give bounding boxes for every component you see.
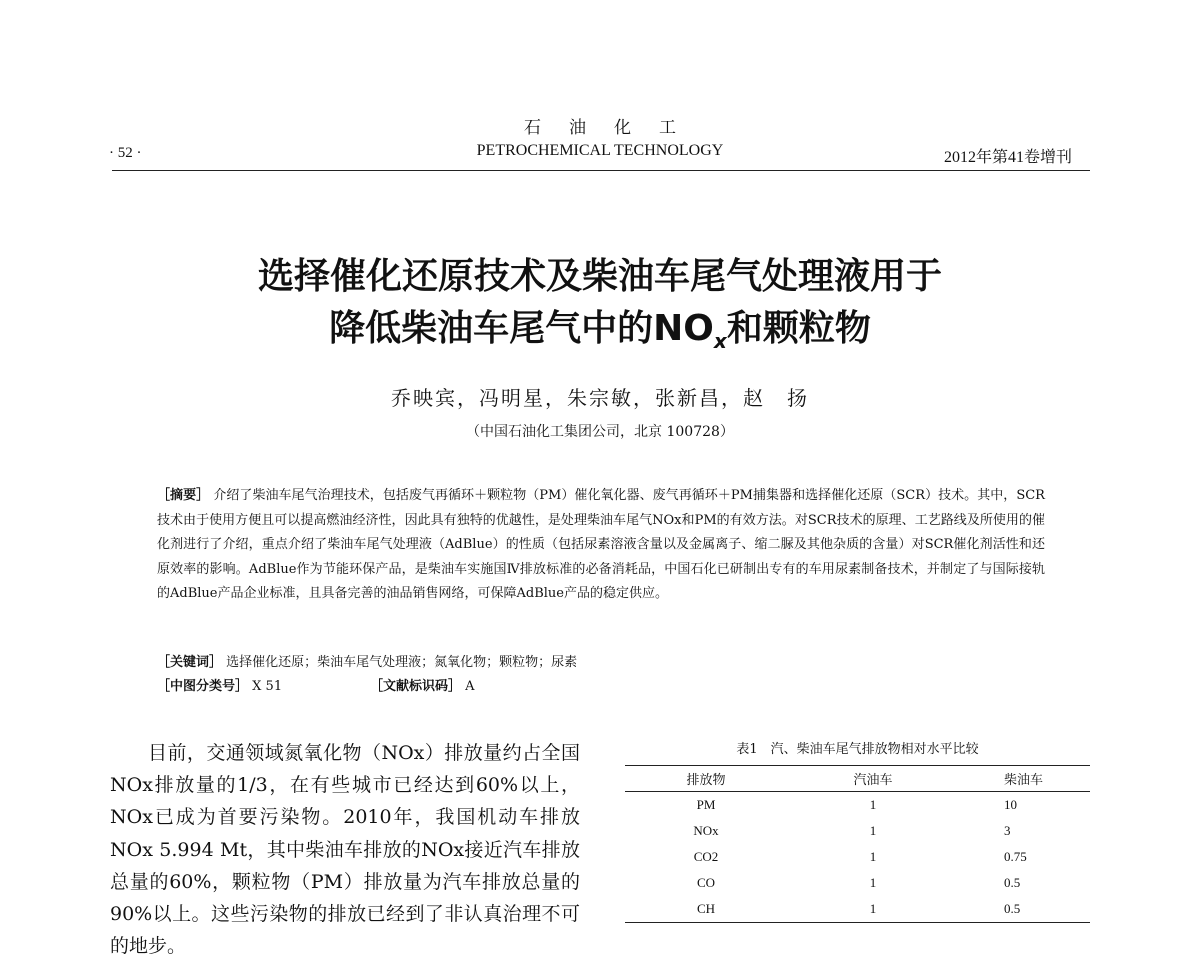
table-row	[625, 870, 1090, 896]
classification-label: ［中图分类号］	[157, 679, 249, 694]
table-header-cell: 汽油车	[787, 766, 959, 792]
title-subscript: x	[713, 329, 727, 354]
table-cell: 0.75	[1004, 849, 1027, 864]
table-cell: NOx	[693, 823, 719, 838]
doc-code-label: ［文献标识码］	[370, 679, 462, 694]
table-header-cell: 柴油车	[959, 766, 1090, 792]
keywords	[157, 651, 1045, 670]
table-cell: 10	[1004, 797, 1017, 812]
issue-info: 2012年第41卷增刊	[943, 149, 1072, 166]
table-row	[625, 818, 1090, 844]
table-cell: CO	[696, 875, 716, 890]
keywords-label: ［关键词］	[157, 655, 223, 670]
affiliation: （中国石油化工集团公司，北京 100728）	[466, 424, 734, 440]
table-cell: 0.5	[959, 896, 1090, 923]
title-line2-pre: 降低柴油车尾气中的NO	[329, 308, 714, 349]
table-row	[625, 844, 1090, 870]
table-cell: 1	[787, 896, 959, 923]
classification	[157, 675, 282, 694]
page-number: · 52 ·	[109, 145, 142, 161]
table-cell: CO2	[693, 849, 719, 864]
journal-name-en: PETROCHEMICAL TECHNOLOGY	[476, 142, 724, 159]
table-cell: 1	[869, 823, 877, 838]
table-header-row	[625, 766, 1090, 792]
table-cell: 0.5	[1004, 875, 1021, 890]
abstract	[157, 484, 1045, 607]
doc-code-value: A	[465, 679, 475, 694]
article-title-line1: 选择催化还原技术及柴油车尾气处理液用于	[257, 256, 942, 297]
table-cell: 1	[869, 849, 877, 864]
table-header-cell: 排放物	[625, 766, 787, 792]
table-cell: 1	[869, 797, 877, 812]
table-row	[625, 792, 1090, 819]
table-cell: PM	[696, 797, 716, 812]
classification-value: X 51	[252, 679, 283, 694]
keywords-text: 选择催化还原；柴油车尾气处理液；氮氧化物；颗粒物；尿素	[226, 655, 578, 670]
abstract-text: 介绍了柴油车尾气治理技术，包括废气再循环＋颗粒物（PM）催化氧化器、废气再循环＋PM捕集器和选择催化还原（SCR）技术。其中，SCR技术由于使用方便且可以提高燃油经济性，因此具有独特的优越性，是处理柴油车尾气NOx和PM的有效方法。对SCR技术的原理、工艺路线及所使用的催化剂进行了介绍，重点介绍了柴油车尾气处理液（AdBlue）的性质（包括尿素溶液含量以及金属离子、缩二脲及其他杂质的含量）对SCR催化剂活性和还原效率的影响。AdBlue作为节能环保产品，是柴油车实施国Ⅳ排放标准的必备消耗品，中国石化已研制出专有的车用尿素制备技术，并制定了与国际接轨的AdBlue产品企业标准，且具备完善的油品销售网络，可保障AdBlue产品的稳定供应。	[157, 488, 1045, 601]
table-caption: 表1 汽、柴油车尾气排放物相对水平比较	[736, 742, 979, 757]
body-text-column	[110, 737, 580, 962]
document-code	[370, 675, 475, 694]
table-row	[625, 896, 1090, 923]
table-cell: 3	[1004, 823, 1011, 838]
title-line2-post: 和颗粒物	[726, 308, 871, 349]
table-cell: 1	[869, 875, 877, 890]
table-cell: CH	[625, 896, 787, 923]
article-title-line2	[0, 300, 1200, 353]
authors: 乔映宾，冯明星，朱宗敏，张新昌，赵 扬	[391, 386, 809, 410]
body-paragraph: 目前，交通领域氮氧化物（NOx）排放量约占全国NOx排放量的1/3，在有些城市已经达到60%以上，NOx已成为首要污染物。2010年，我国机动车排放NOx 5.994 Mt，其中柴油车排放的NOx接近汽车排放总量的60%，颗粒物（PM）排放量为汽车排放总量的90%以上。这些污染物的排放已经到了非认真治理不可的地步。	[110, 742, 580, 958]
emission-table	[625, 765, 1090, 923]
journal-name-cn: 石油化工	[524, 118, 704, 138]
header-rule	[112, 170, 1090, 171]
abstract-label: ［摘要］	[157, 488, 210, 503]
